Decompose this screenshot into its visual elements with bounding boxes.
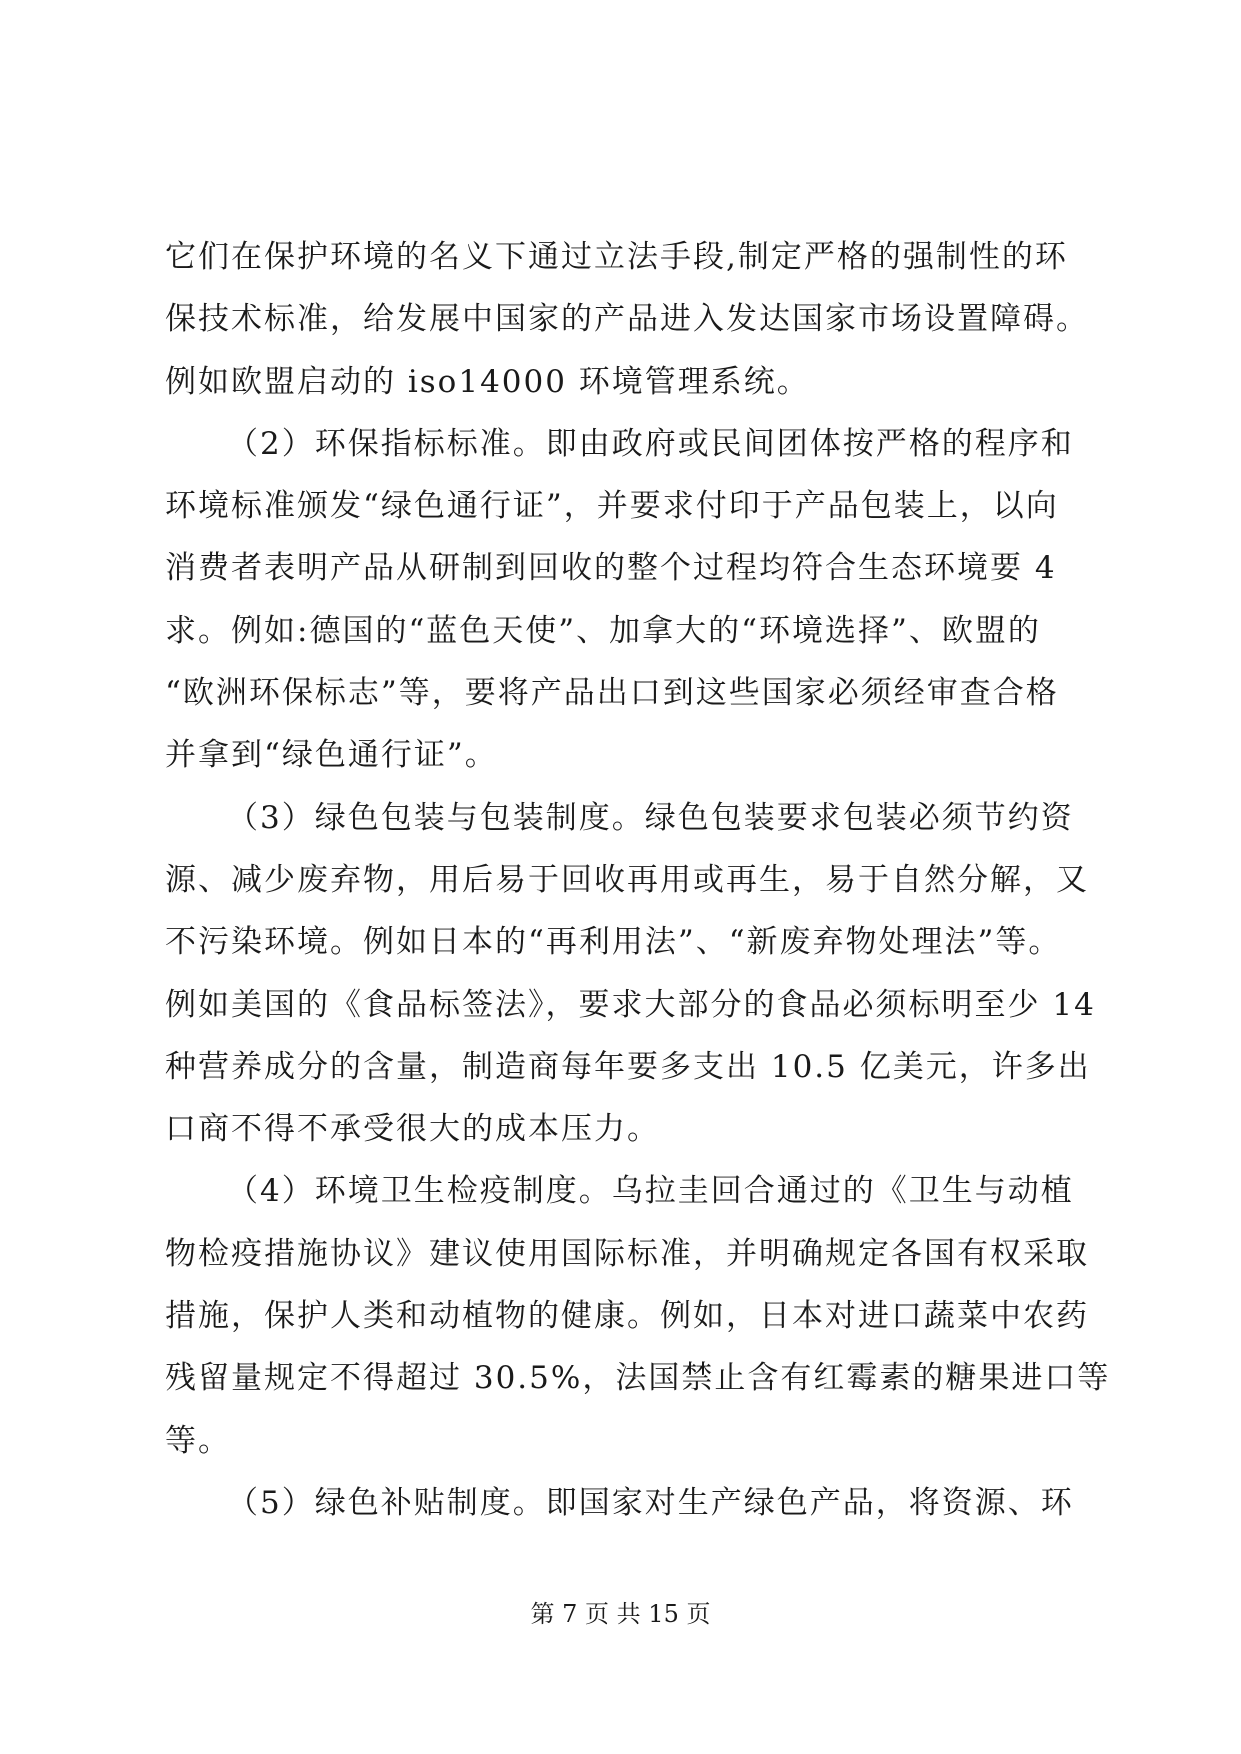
text-line: 不污染环境。例如日本的“再利用法”、“新废弃物处理法”等。 (165, 924, 1062, 961)
page-number-label: 第 7 页 共 15 页 (530, 1600, 711, 1628)
text-line: 种营养成分的含量，制造商每年要多支出 10.5 亿美元，许多出 (165, 1048, 1091, 1085)
text-line: 等。 (165, 1422, 231, 1459)
paragraph-start-line: （5）绿色补贴制度。即国家对生产绿色产品，将资源、环 (227, 1484, 1074, 1521)
page-footer (0, 1598, 1241, 1630)
text-line: 它们在保护环境的名义下通过立法手段,制定严格的强制性的环 (165, 239, 1068, 275)
text-line: 环境标准颁发“绿色通行证”，并要求付印于产品包装上，以向 (165, 488, 1059, 525)
text-line: 例如欧盟启动的 iso14000 环境管理系统。 (165, 363, 810, 400)
paragraph-start-line: （4）环境卫生检疫制度。乌拉圭回合通过的《卫生与动植 (227, 1173, 1074, 1210)
text-line: 物检疫措施协议》建议使用国际标准，并明确规定各国有权采取 (165, 1235, 1089, 1272)
paragraph-start-line: （3）绿色包装与包装制度。绿色包装要求包装必须节约资 (227, 799, 1074, 836)
text-line: 源、减少废弃物，用后易于回收再用或再生，易于自然分解，又 (165, 861, 1089, 898)
text-line: 求。例如:德国的“蓝色天使”、加拿大的“环境选择”、欧盟的 (165, 612, 1041, 649)
text-line: 并拿到“绿色通行证”。 (165, 737, 498, 774)
text-line: 残留量规定不得超过 30.5%，法国禁止含有红霉素的糖果进口等 (165, 1360, 1111, 1397)
document-body (165, 226, 1111, 1534)
text-line: “欧洲环保标志”等，要将产品出口到这些国家必须经审查合格 (165, 675, 1059, 712)
text-line: 措施，保护人类和动植物的健康。例如，日本对进口蔬菜中农药 (165, 1298, 1089, 1335)
paragraph-start-line: （2）环保指标标准。即由政府或民间团体按严格的程序和 (227, 425, 1074, 462)
text-line: 例如美国的《食品标签法》，要求大部分的食品必须标明至少 14 (165, 986, 1096, 1023)
text-line: 口商不得不承受很大的成本压力。 (165, 1111, 660, 1148)
text-line: 保技术标准，给发展中国家的产品进入发达国家市场设置障碍。 (165, 301, 1089, 338)
text-line: 消费者表明产品从研制到回收的整个过程均符合生态环境要 4 (165, 550, 1057, 587)
